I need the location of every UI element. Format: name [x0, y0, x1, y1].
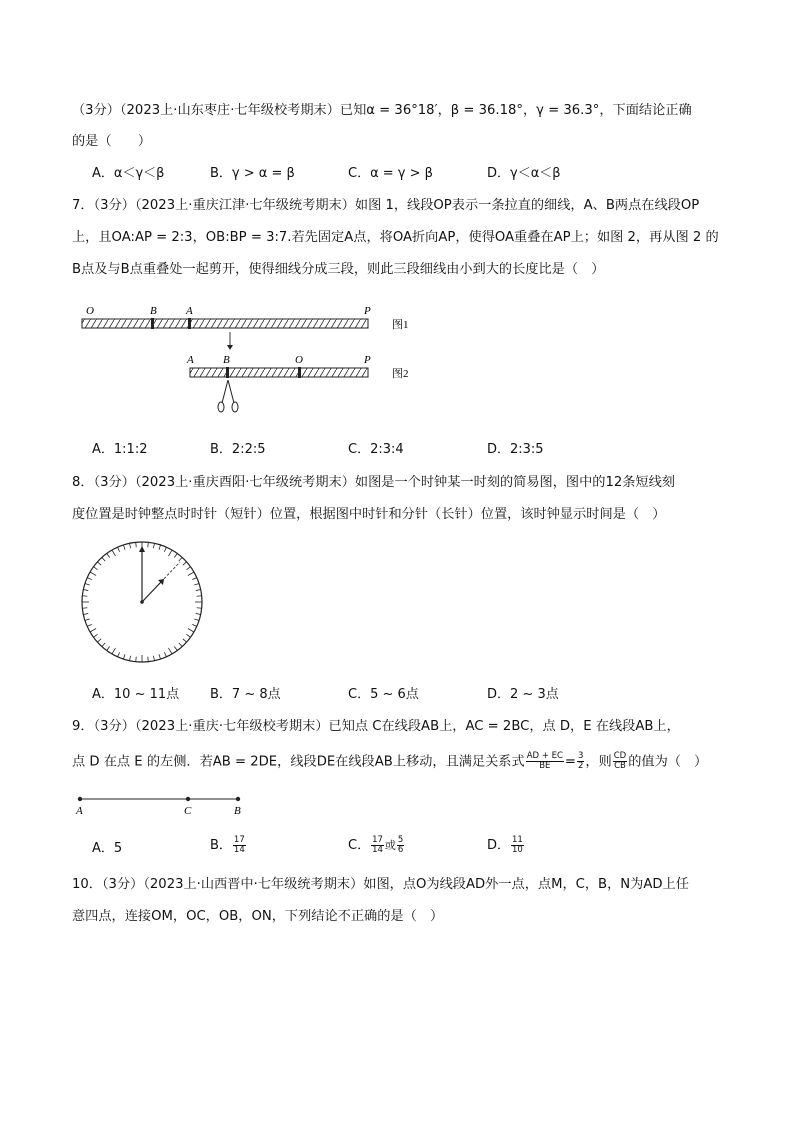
point-a: [78, 797, 82, 801]
fig1-point-b-mark: [151, 318, 154, 329]
clock-tick: [93, 634, 97, 637]
fold-arrow-head: [227, 345, 233, 350]
q6-option-d[interactable]: D．γ＜α＜β: [487, 166, 561, 181]
clock-tick: [85, 619, 90, 621]
clock-tick: [90, 629, 96, 633]
q7-option-c[interactable]: C．2:3:4: [348, 442, 404, 457]
q10-line2: 意四点，连接OM，OC，OB，ON，下列结论不正确的是（ ）: [72, 909, 444, 924]
clock-tick: [153, 543, 154, 548]
clock-tick: [83, 590, 88, 591]
q9-fraction-cd-over-cb: $\frac{CD}{CB}$: [613, 751, 627, 771]
clock-tick: [130, 543, 131, 548]
q10-line1: 10．（3分）（2023上·山西晋中·七年级统考期末）如图，点O为线段AD外一点，点M，C，B，N为AD上任: [72, 877, 689, 892]
clock-tick: [123, 654, 125, 659]
clock-tick: [82, 608, 87, 609]
clock-tick: [112, 550, 116, 556]
clock-dashed-line: [161, 562, 180, 582]
label-b: B: [234, 805, 241, 817]
clock-tick: [85, 583, 90, 585]
q9-option-c[interactable]: C． $\frac{17}{14}$ 或 $\frac{5}{6}$: [348, 835, 404, 855]
point-c: [186, 797, 190, 801]
point-b: [236, 797, 240, 801]
clock-tick: [188, 572, 194, 576]
q9-option-a[interactable]: A．5: [92, 841, 123, 856]
q7-option-d[interactable]: D．2:3:5: [487, 442, 544, 457]
clock-tick: [196, 590, 201, 591]
q7-line1: 7．（3分）（2023上·重庆江津·七年级统考期末）如图 1，线段OP表示一条拉直的细线，A、B两点在线段OP: [72, 198, 700, 213]
q6-line2: 的是（ ）: [72, 134, 152, 149]
clock-tick: [179, 557, 182, 561]
q9-line1: 9．（3分）（2023上·重庆·七年级校考期末）已知点 C在线段AB上，AC = 2BC，点 D，E 在线段AB上，: [72, 719, 680, 734]
clock-tick: [174, 646, 177, 650]
q7-option-a[interactable]: A．1:1:2: [92, 442, 148, 457]
q9-fraction-ad-ec-over-be: $\frac{AD + EC}{BE}$: [526, 751, 563, 771]
q6-option-b[interactable]: B．γ > α = β: [210, 166, 295, 181]
clock-tick: [82, 596, 87, 597]
clock-tick: [107, 553, 110, 557]
clock-tick: [192, 578, 197, 580]
clock-tick: [87, 624, 92, 626]
clock-tick: [179, 643, 182, 647]
fig2-label-p: P: [364, 354, 371, 366]
q9-option-b[interactable]: B． $\frac{17}{14}$: [210, 835, 245, 855]
clock-tick: [174, 553, 177, 557]
q9-line2: [72, 752, 707, 772]
q9-equals: =: [564, 754, 576, 770]
q6-option-a[interactable]: A．α＜γ＜β: [92, 166, 165, 181]
clock-tick: [148, 657, 149, 662]
label-c: C: [184, 805, 192, 817]
clock-tick: [102, 557, 105, 561]
fig1-string: [82, 319, 368, 328]
fig2-label-a: A: [187, 354, 194, 366]
q9-line2-text-a: 点 D 在点 E 的左侧．若AB = 2DE，线段DE在线段AB上移动，且满足关系式: [72, 754, 525, 770]
clock-minute-hand: [142, 582, 161, 602]
fig2-string: [190, 368, 368, 377]
clock-tick: [93, 567, 97, 570]
clock-tick: [136, 542, 137, 547]
clock-tick: [186, 567, 190, 570]
clock-tick: [194, 619, 199, 621]
q9-line2-text-d: 的值为（ ）: [628, 754, 708, 770]
q9-option-d[interactable]: D． $\frac{11}{10}$: [487, 835, 523, 855]
clock-tick: [118, 652, 120, 657]
clock-tick: [186, 634, 190, 637]
fig2-caption: 图2: [392, 368, 409, 380]
clock-tick: [148, 542, 149, 547]
label-a: A: [76, 805, 83, 817]
scissors-icon: [218, 380, 238, 412]
clock-tick: [197, 608, 202, 609]
clock-tick: [102, 643, 105, 647]
clock-tick: [83, 613, 88, 614]
q8-line2: 度位置是时钟整点时时针（短针）位置，根据图中时针和分针（长针）位置，该时钟显示时间是（ ）: [72, 507, 666, 522]
clock-tick: [192, 624, 197, 626]
fig1-label-a: A: [186, 305, 193, 317]
clock-tick: [164, 547, 166, 552]
clock-tick: [97, 639, 101, 642]
clock-tick: [197, 596, 202, 597]
q6-option-c[interactable]: C．α = γ > β: [348, 166, 433, 181]
clock-tick: [196, 613, 201, 614]
clock-tick: [159, 654, 161, 659]
q8-option-a[interactable]: A．10 ~ 11点: [92, 687, 180, 702]
clock-tick: [118, 547, 120, 552]
fig1-label-o: O: [86, 305, 94, 317]
q8-line1: 8．（3分）（2023上·重庆酉阳·七年级统考期末）如图是一个时钟某一时刻的简易图，图中的12条短线刻: [72, 475, 675, 490]
q8-option-b[interactable]: B．7 ~ 8点: [210, 687, 281, 702]
q7-line3: B点及与B点重叠处一起剪开，使得细线分成三段，则此三段细线由小到大的长度比是（ ）: [72, 262, 605, 277]
clock-tick: [164, 652, 166, 657]
q9-fraction-three-halves: $\frac{3}{2}$: [577, 751, 584, 771]
fig2-label-o: O: [295, 354, 303, 366]
clock-tick: [90, 572, 96, 576]
clock-tick: [194, 583, 199, 585]
q7-line2: 上，且OA:AP = 2:3，OB:BP = 3:7.若先固定A点，将OA折向AP，使得OA重叠在AP上；如图 2，再从图 2 的: [72, 230, 719, 245]
q8-option-d[interactable]: D．2 ~ 3点: [487, 687, 559, 702]
clock-tick: [169, 550, 173, 556]
fig2-point-o-mark: [298, 367, 301, 378]
clock-tick: [97, 562, 101, 565]
q9-segment-figure: [72, 790, 272, 820]
clock-tick: [159, 545, 161, 550]
q8-option-c[interactable]: C．5 ~ 6点: [348, 687, 419, 702]
q7-option-b[interactable]: B．2:2:5: [210, 442, 266, 457]
clock-tick: [136, 657, 137, 662]
clock-tick: [107, 646, 110, 650]
clock-tick: [183, 639, 187, 642]
clock-tick: [169, 648, 173, 654]
q6-line1: （3分）（2023上·山东枣庄·七年级校考期末）已知α = 36°18′，β = 36.18°，γ = 36.3°，下面结论正确: [72, 103, 692, 118]
fig1-label-p: P: [364, 305, 371, 317]
clock-center: [140, 600, 144, 604]
clock-tick: [183, 562, 187, 565]
clock-tick: [112, 648, 116, 654]
clock-tick: [188, 629, 194, 633]
clock-hour-hand-tip: [139, 546, 145, 552]
fig2-point-b-mark: [226, 367, 229, 378]
clock-tick: [130, 656, 131, 661]
q8-clock-figure: [78, 538, 208, 668]
clock-tick: [153, 656, 154, 661]
q9-line2-text-c: ，则: [585, 754, 612, 770]
clock-tick: [87, 578, 92, 580]
clock-tick: [123, 545, 125, 550]
fig1-point-a-mark: [188, 318, 191, 329]
fig2-label-b: B: [223, 354, 230, 366]
fig1-caption: 图1: [392, 319, 409, 331]
fig1-label-b: B: [150, 305, 157, 317]
